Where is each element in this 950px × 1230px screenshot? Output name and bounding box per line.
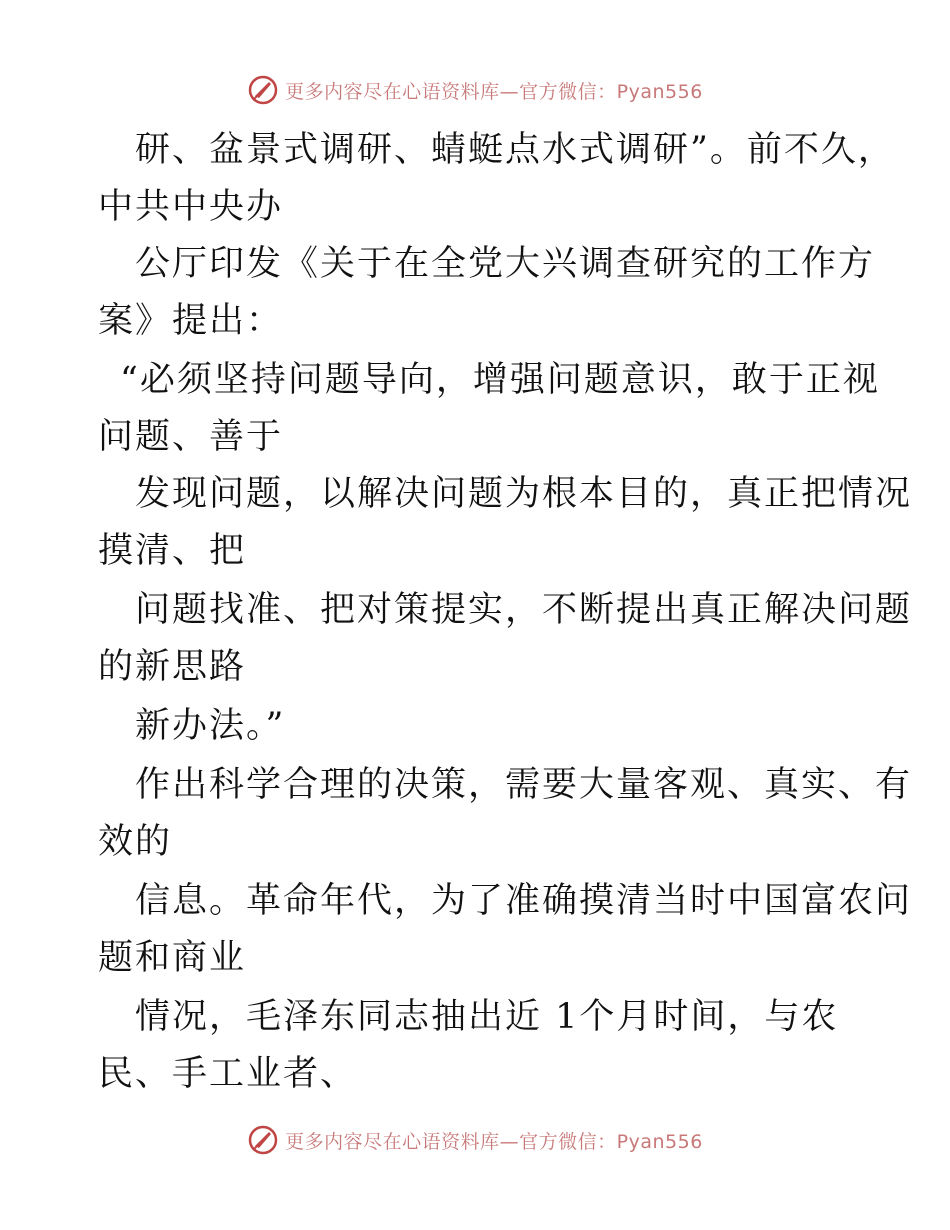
- text-line: 公厅印发《关于在全党大兴调查研究的工作方: [135, 244, 876, 284]
- watermark-text: 更多内容尽在心语资料库—官方微信：Pyan556: [285, 1130, 703, 1153]
- watermark-text: 更多内容尽在心语资料库—官方微信：Pyan556: [285, 80, 703, 103]
- feather-logo-icon: [247, 74, 279, 106]
- text-line: 摸清、把: [98, 531, 247, 571]
- text-line: 案》提出：: [98, 301, 284, 341]
- text-line: 效的: [98, 822, 173, 862]
- text-line: 题和商业: [98, 938, 247, 978]
- text-line: 信息。革命年代，为了准确摸清当时中国富农问: [135, 881, 913, 921]
- feather-logo-icon: [247, 1124, 279, 1156]
- text-line: 问题找准、把对策提实，不断提出真正解决问题: [135, 590, 913, 630]
- footer-watermark: [0, 1120, 950, 1160]
- text-line: 问题、善于: [98, 417, 284, 457]
- text-line: 民、手工业者、: [98, 1054, 358, 1094]
- text-line: “必须坚持问题导向，增强问题意识，敢于正视: [120, 360, 880, 400]
- text-line: 中共中央办: [98, 187, 284, 227]
- text-line: 研、盆景式调研、蜻蜓点水式调研”。前不久，: [135, 130, 895, 170]
- text-line: 情况，毛泽东同志抽出近 1个月时间，与农: [135, 997, 839, 1037]
- text-line: 的新思路: [98, 647, 247, 687]
- text-line: 作出科学合理的决策，需要大量客观、真实、有: [135, 765, 913, 805]
- header-watermark: [0, 70, 950, 110]
- text-line: 发现问题，以解决问题为根本目的，真正把情况: [135, 474, 913, 514]
- text-line: 新办法。”: [135, 706, 286, 746]
